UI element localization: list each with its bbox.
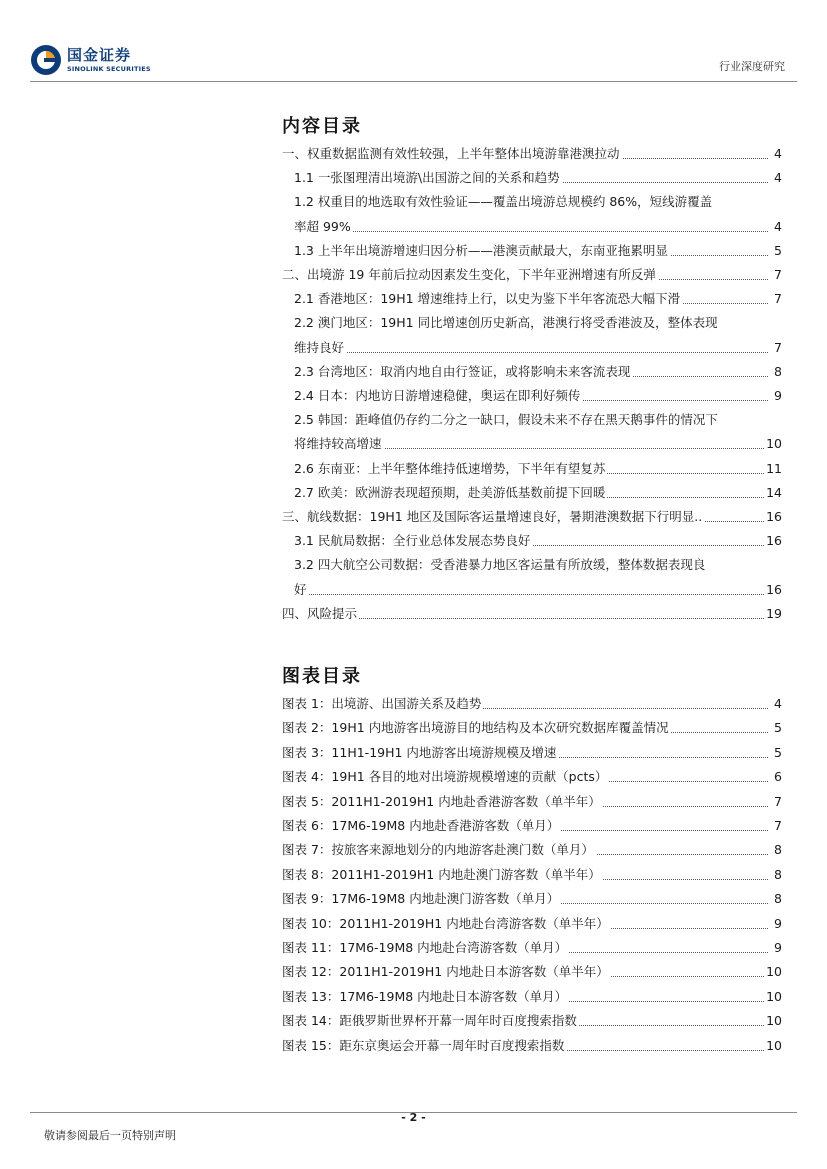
- figure-entry-text: 图表 10：2011H1-2019H1 内地赴台湾游客数（单半年）: [282, 914, 611, 934]
- toc-entry-page: 16: [764, 580, 782, 600]
- toc-entry-page: 7: [772, 265, 782, 285]
- figure-entry[interactable]: [282, 889, 782, 909]
- toc-entry-text: 1.2 权重目的地选取有效性验证——覆盖出境游总规模约 86%，短线游覆盖: [294, 192, 714, 212]
- figure-entry-text: 图表 5：2011H1-2019H1 内地赴香港游客数（单半年）: [282, 792, 603, 812]
- toc-entry-text: 2.4 日本：内地访日游增速稳健，奥运在即利好频传: [294, 386, 582, 406]
- figure-entry-page: 8: [772, 889, 782, 909]
- toc-entry-page: 7: [772, 289, 782, 309]
- toc-entry-text: 2.7 欧美：欧洲游表现超预期，赴美游低基数前提下回暖: [294, 483, 607, 503]
- figure-entry-page: 10: [764, 1011, 782, 1031]
- toc-entry-text: 2.2 澳门地区：19H1 同比增速创历史新高，港澳行将受香港波及，整体表现: [294, 313, 720, 333]
- sinolink-logo-icon: [30, 44, 62, 76]
- toc-entry-page: 7: [772, 338, 782, 358]
- toc-entry[interactable]: [282, 265, 782, 285]
- toc-entry-page: 11: [764, 459, 782, 479]
- toc-entry[interactable]: [294, 338, 782, 358]
- figure-entry-text: 图表 14：距俄罗斯世界杯开幕一周年时百度搜索指数: [282, 1011, 579, 1031]
- toc-title: 内容目录: [282, 116, 362, 137]
- toc-entry-text: 2.1 香港地区：19H1 增速维持上行，以史为鉴下半年客流恐大幅下滑: [294, 289, 682, 309]
- toc-entry[interactable]: [294, 289, 782, 309]
- toc-entry-page: 4: [772, 168, 782, 188]
- figure-entry[interactable]: [282, 938, 782, 958]
- figure-entry-text: 图表 3：11H1-19H1 内地游客出境游规模及增速: [282, 743, 558, 763]
- toc-entry[interactable]: [294, 434, 782, 454]
- toc-entry[interactable]: [294, 192, 782, 212]
- toc-entry[interactable]: [282, 604, 782, 624]
- figure-entry-text: 图表 1：出境游、出国游关系及趋势: [282, 694, 483, 714]
- figure-entry-page: 8: [772, 840, 782, 860]
- toc-entry[interactable]: [294, 410, 782, 430]
- toc-entry-text: 四、风险提示: [282, 604, 359, 624]
- toc-entry-text: 一、权重数据监测有效性较强，上半年整体出境游靠港澳拉动: [282, 144, 622, 164]
- figure-entry-text: 图表 12：2011H1-2019H1 内地赴日本游客数（单半年）: [282, 962, 611, 982]
- toc-entry-text: 维持良好: [294, 338, 346, 358]
- figure-entry-page: 10: [764, 962, 782, 982]
- page-header: [30, 40, 797, 76]
- figure-entry-page: 8: [772, 865, 782, 885]
- page-number: - 2 -: [401, 1111, 426, 1124]
- figure-entry-text: 图表 13：17M6-19M8 内地赴日本游客数（单月）: [282, 987, 569, 1007]
- toc-entry-page: 4: [772, 217, 782, 237]
- toc-entry-page: 19: [764, 604, 782, 624]
- toc-entry[interactable]: [294, 531, 782, 551]
- figure-entry[interactable]: [282, 962, 782, 982]
- figure-entry-page: 6: [772, 767, 782, 787]
- figure-entry[interactable]: [282, 840, 782, 860]
- figure-entry[interactable]: [282, 987, 782, 1007]
- figure-entry[interactable]: [282, 1011, 782, 1031]
- document-type: 行业深度研究: [719, 60, 785, 73]
- figure-entry-page: 4: [772, 694, 782, 714]
- figure-entry-page: 7: [772, 792, 782, 812]
- figure-entry-text: 图表 7：按旅客来源地划分的内地游客赴澳门数（单月）: [282, 840, 596, 860]
- toc-entry-text: 1.3 上半年出境游增速归因分析——港澳贡献最大，东南亚拖累明显: [294, 241, 670, 261]
- leader-dots: [294, 336, 768, 353]
- toc-entry-text: 将维持较高增速: [294, 434, 384, 454]
- company-name-en: SINOLINK SECURITIES: [67, 64, 151, 73]
- toc-entry-text: 2.3 台湾地区：取消内地自由行签证，或将影响未来客流表现: [294, 362, 632, 382]
- toc-entry-text: 率超 99%: [294, 217, 353, 237]
- disclaimer-note: 敬请参阅最后一页特别声明: [44, 1129, 176, 1142]
- figure-list-title: 图表目录: [282, 666, 362, 687]
- company-logo: [30, 44, 151, 76]
- figure-entry[interactable]: [282, 718, 782, 738]
- figure-entry-page: 5: [772, 718, 782, 738]
- toc-entry-text: 2.5 韩国：距峰值仍存约二分之一缺口，假设未来不存在黑天鹅事件的情况下: [294, 410, 720, 430]
- figure-entry-page: 10: [764, 987, 782, 1007]
- toc-entry[interactable]: [294, 241, 782, 261]
- toc-entry[interactable]: [294, 313, 782, 333]
- toc-entry-page: 4: [772, 144, 782, 164]
- figure-entry[interactable]: [282, 743, 782, 763]
- figure-entry-text: 图表 11：17M6-19M8 内地赴台湾游客数（单月）: [282, 938, 569, 958]
- toc-entry-text: 3.2 四大航空公司数据：受香港暴力地区客运量有所放缓，整体数据表现良: [294, 555, 707, 575]
- toc-entry-text: 好: [294, 580, 309, 600]
- figure-entry-text: 图表 2：19H1 内地游客出境游目的地结构及本次研究数据库覆盖情况: [282, 718, 671, 738]
- figure-entry[interactable]: [282, 767, 782, 787]
- toc-entry-page: 9: [772, 386, 782, 406]
- toc-entry-text: 二、出境游 19 年前后拉动因素发生变化，下半年亚洲增速有所反弹: [282, 265, 658, 285]
- toc-entry[interactable]: [294, 555, 782, 575]
- figure-entry[interactable]: [282, 914, 782, 934]
- figure-entry-page: 7: [772, 816, 782, 836]
- toc-entry-page: 5: [772, 241, 782, 261]
- toc-entry-page: 14: [764, 483, 782, 503]
- toc-entry-text: 1.1 一张图理清出境游\出国游之间的关系和趋势: [294, 168, 562, 188]
- figure-entry[interactable]: [282, 694, 782, 714]
- toc-entry[interactable]: [294, 459, 782, 479]
- toc-entry[interactable]: [294, 580, 782, 600]
- figure-entry-text: 图表 9：17M6-19M8 内地赴澳门游客数（单月）: [282, 889, 561, 909]
- toc-entry[interactable]: [282, 144, 782, 164]
- figure-entry-text: 图表 4：19H1 各目的地对出境游规模增速的贡献（pcts）: [282, 767, 609, 787]
- toc-entry-text: 2.6 东南亚：上半年整体维持低速增势，下半年有望复苏: [294, 459, 607, 479]
- toc-entry-page: 16: [764, 507, 782, 527]
- toc-entry[interactable]: [282, 507, 782, 527]
- toc-entry-text: 3.1 民航局数据：全行业总体发展态势良好: [294, 531, 532, 551]
- figure-entry[interactable]: [282, 792, 782, 812]
- leader-dots: [294, 215, 768, 232]
- figure-entry-page: 10: [764, 1036, 782, 1056]
- figure-entry-text: 图表 6：17M6-19M8 内地赴香港游客数（单月）: [282, 816, 561, 836]
- figure-entry-text: 图表 15：距东京奥运会开幕一周年时百度搜索指数: [282, 1036, 566, 1056]
- figure-entry-page: 9: [772, 914, 782, 934]
- figure-entry[interactable]: [282, 1036, 782, 1056]
- toc-entry-page: 16: [764, 531, 782, 551]
- toc-entry-text: 三、航线数据：19H1 地区及国际客运量增速良好，暑期港澳数据下行明显..: [282, 507, 704, 527]
- figure-entry-page: 5: [772, 743, 782, 763]
- leader-dots: [294, 578, 768, 595]
- toc-entry[interactable]: [294, 483, 782, 503]
- toc-entry[interactable]: [294, 386, 782, 406]
- figure-entry[interactable]: [282, 816, 782, 836]
- toc-entry[interactable]: [294, 217, 782, 237]
- header-divider: [30, 81, 797, 82]
- toc-entry-page: 8: [772, 362, 782, 382]
- figure-entry[interactable]: [282, 865, 782, 885]
- company-name-cn: 国金证券: [67, 45, 132, 64]
- toc-entry[interactable]: [294, 168, 782, 188]
- toc-entry[interactable]: [294, 362, 782, 382]
- figure-entry-text: 图表 8：2011H1-2019H1 内地赴澳门游客数（单半年）: [282, 865, 603, 885]
- figure-entry-page: 9: [772, 938, 782, 958]
- toc-entry-page: 10: [764, 434, 782, 454]
